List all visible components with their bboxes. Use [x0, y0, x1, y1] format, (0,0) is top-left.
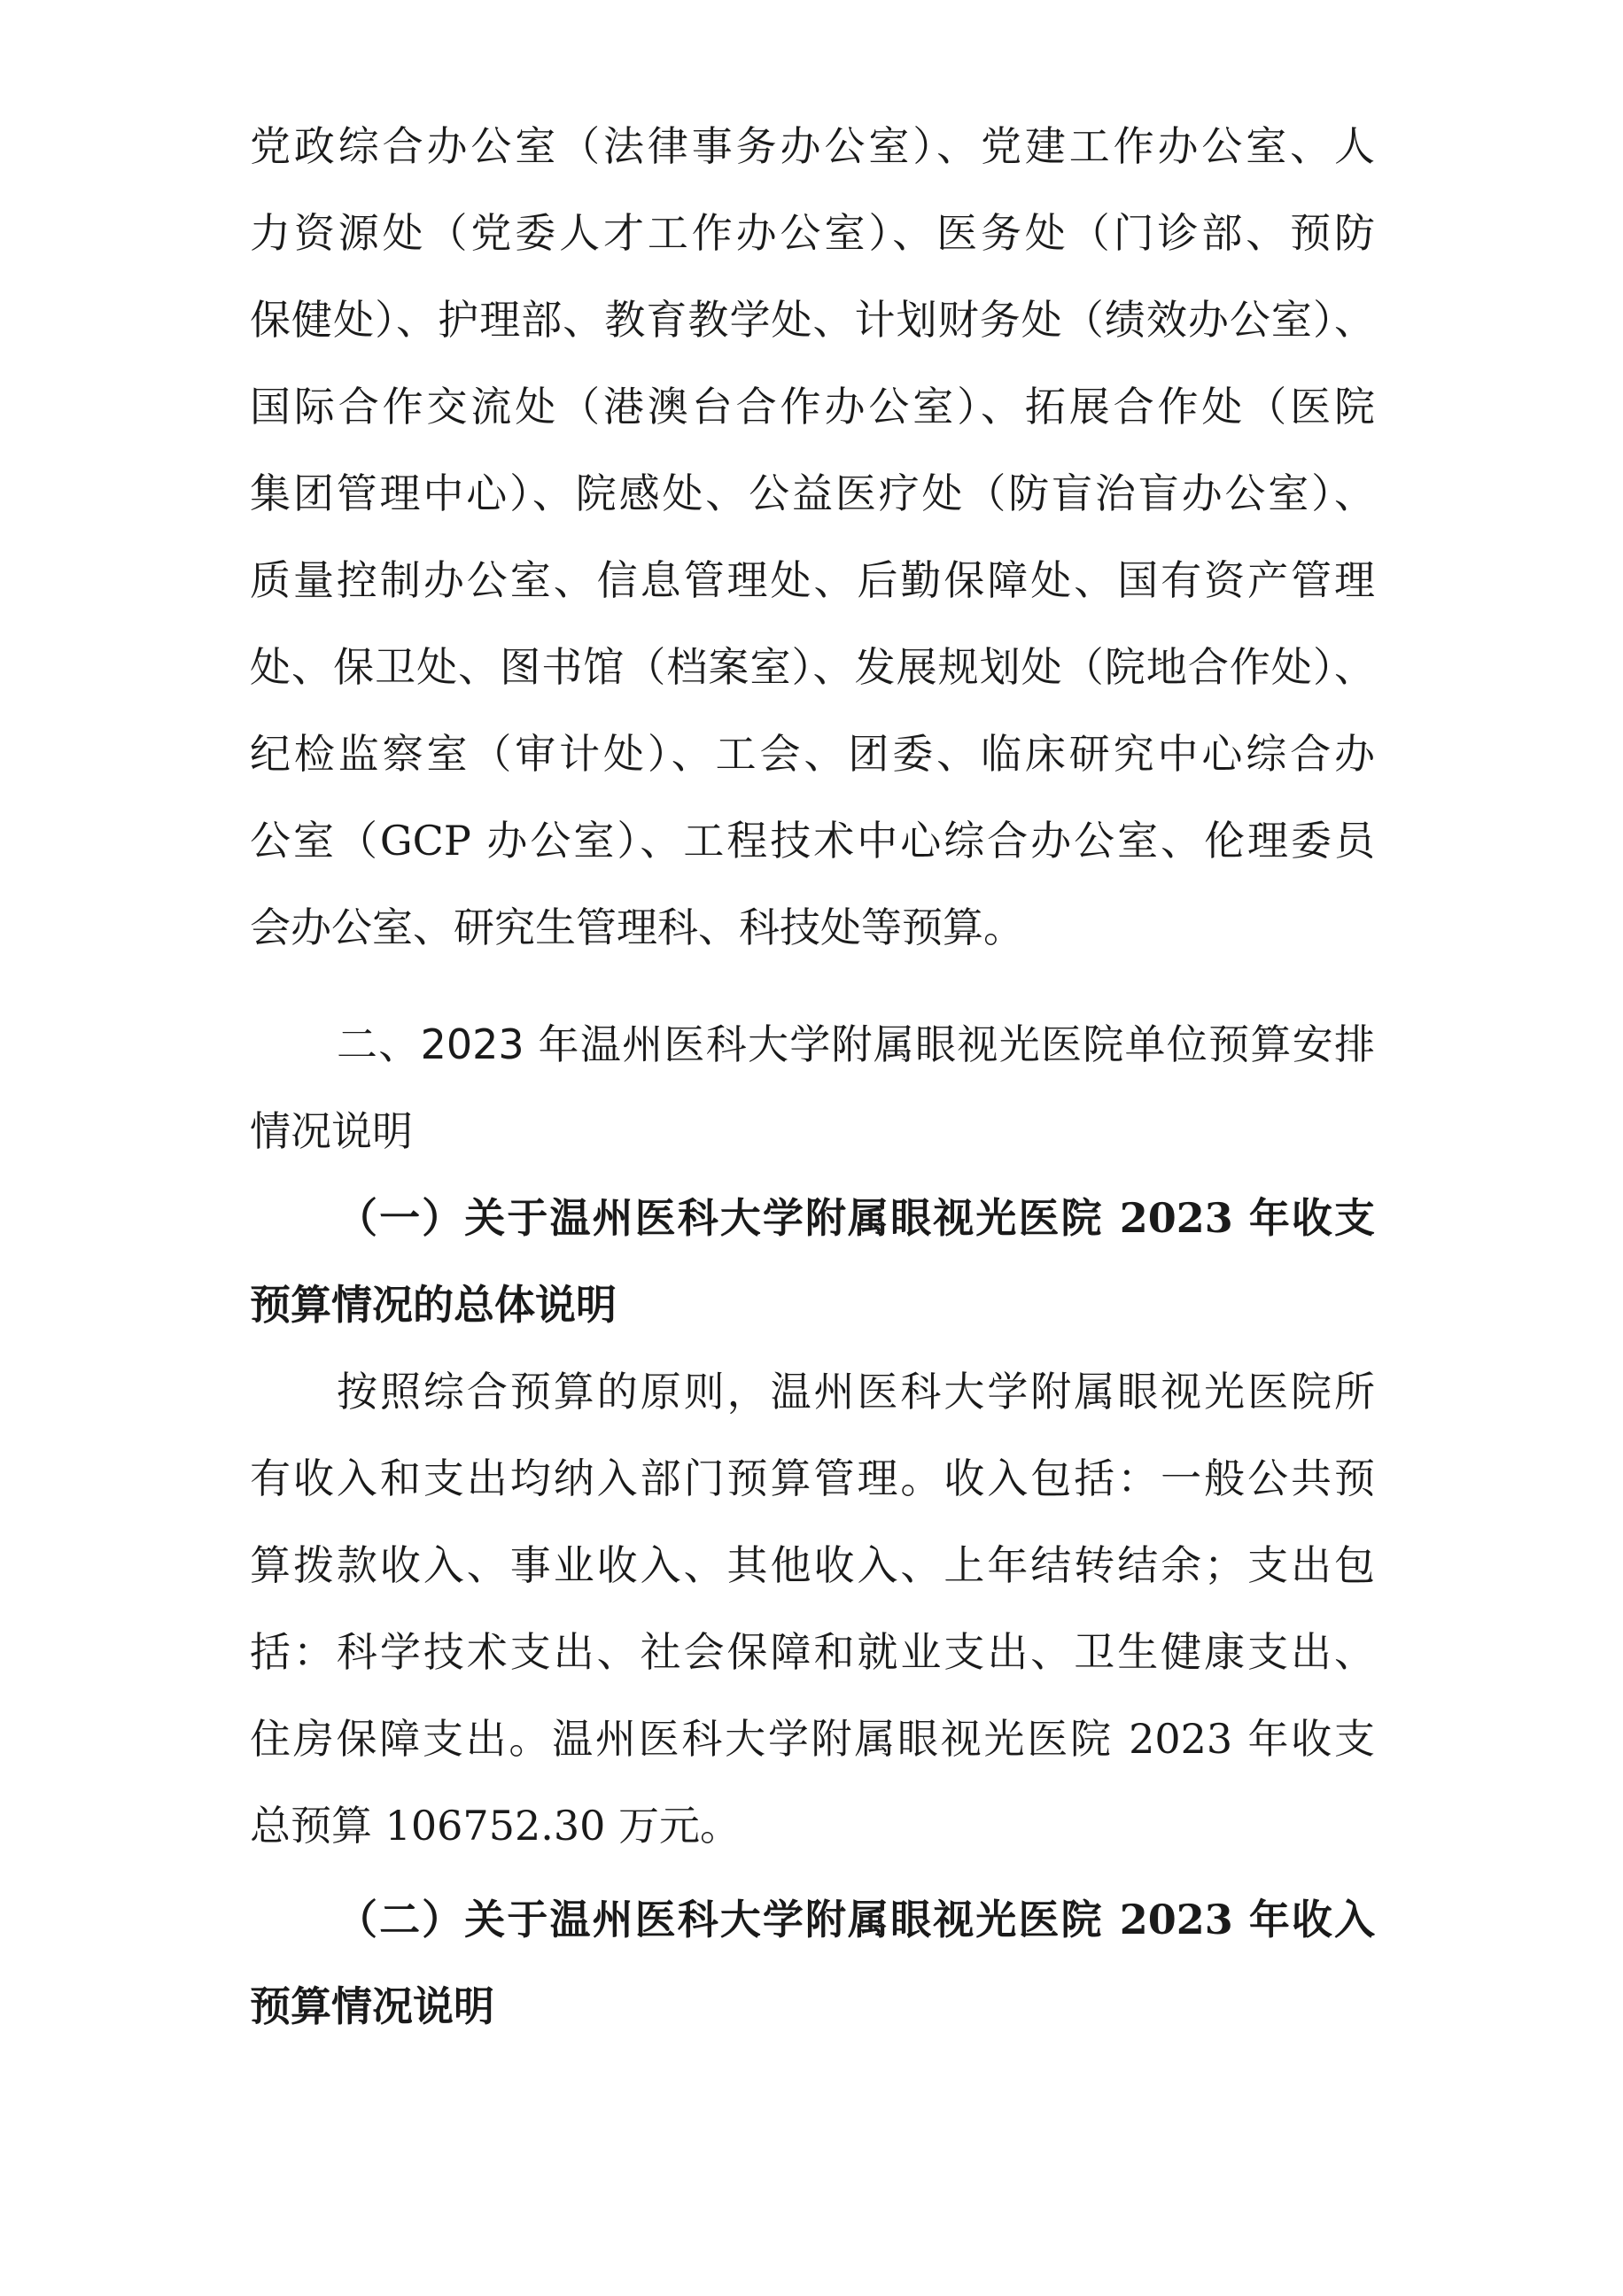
text-line: 按照综合预算的原则，温州医科大学附属眼视光医院所	[337, 1368, 1375, 1416]
text-line: 集团管理中心）、院感处、公益医疗处（防盲治盲办公室）、	[250, 469, 1375, 517]
text-line: 公室（GCP 办公室）、工程技术中心综合办公室、伦理委员	[250, 817, 1375, 865]
text-line: 算拨款收入、事业收入、其他收入、上年结转结余；支出包	[250, 1541, 1375, 1589]
sub-heading-line: （一）关于温州医科大学附属眼视光医院 2023 年收支	[337, 1194, 1375, 1242]
sub-heading-line: 预算情况说明	[250, 1982, 494, 2030]
text-line: 会办公室、研究生管理科、科技处等预算。	[250, 904, 1024, 951]
text-line: 质量控制办公室、信息管理处、后勤保障处、国有资产管理	[250, 556, 1375, 604]
text-line: 纪检监察室（审计处）、工会、团委、临床研究中心综合办	[250, 730, 1375, 778]
text-line: 括：科学技术支出、社会保障和就业支出、卫生健康支出、	[250, 1628, 1375, 1676]
text-line: 总预算 106752.30 万元。	[250, 1802, 741, 1850]
text-line: 保健处）、护理部、教育教学处、计划财务处（绩效办公室）、	[250, 296, 1375, 344]
text-line: 国际合作交流处（港澳台合作办公室）、拓展合作处（医院	[250, 383, 1375, 430]
text-line: 有收入和支出均纳入部门预算管理。收入包括：一般公共预	[250, 1454, 1375, 1502]
sub-heading-line: 预算情况的总体说明	[250, 1281, 617, 1329]
text-line: 力资源处（党委人才工作办公室）、医务处（门诊部、预防	[250, 209, 1375, 257]
heading-line: 二、2023 年温州医科大学附属眼视光医院单位预算安排	[337, 1020, 1375, 1068]
text-line: 处、保卫处、图书馆（档案室）、发展规划处（院地合作处）、	[250, 643, 1375, 691]
heading-line: 情况说明	[250, 1107, 413, 1155]
sub-heading-line: （二）关于温州医科大学附属眼视光医院 2023 年收入	[337, 1896, 1375, 1943]
text-line: 住房保障支出。温州医科大学附属眼视光医院 2023 年收支	[250, 1715, 1375, 1763]
text-line: 党政综合办公室（法律事务办公室）、党建工作办公室、人	[250, 122, 1375, 170]
